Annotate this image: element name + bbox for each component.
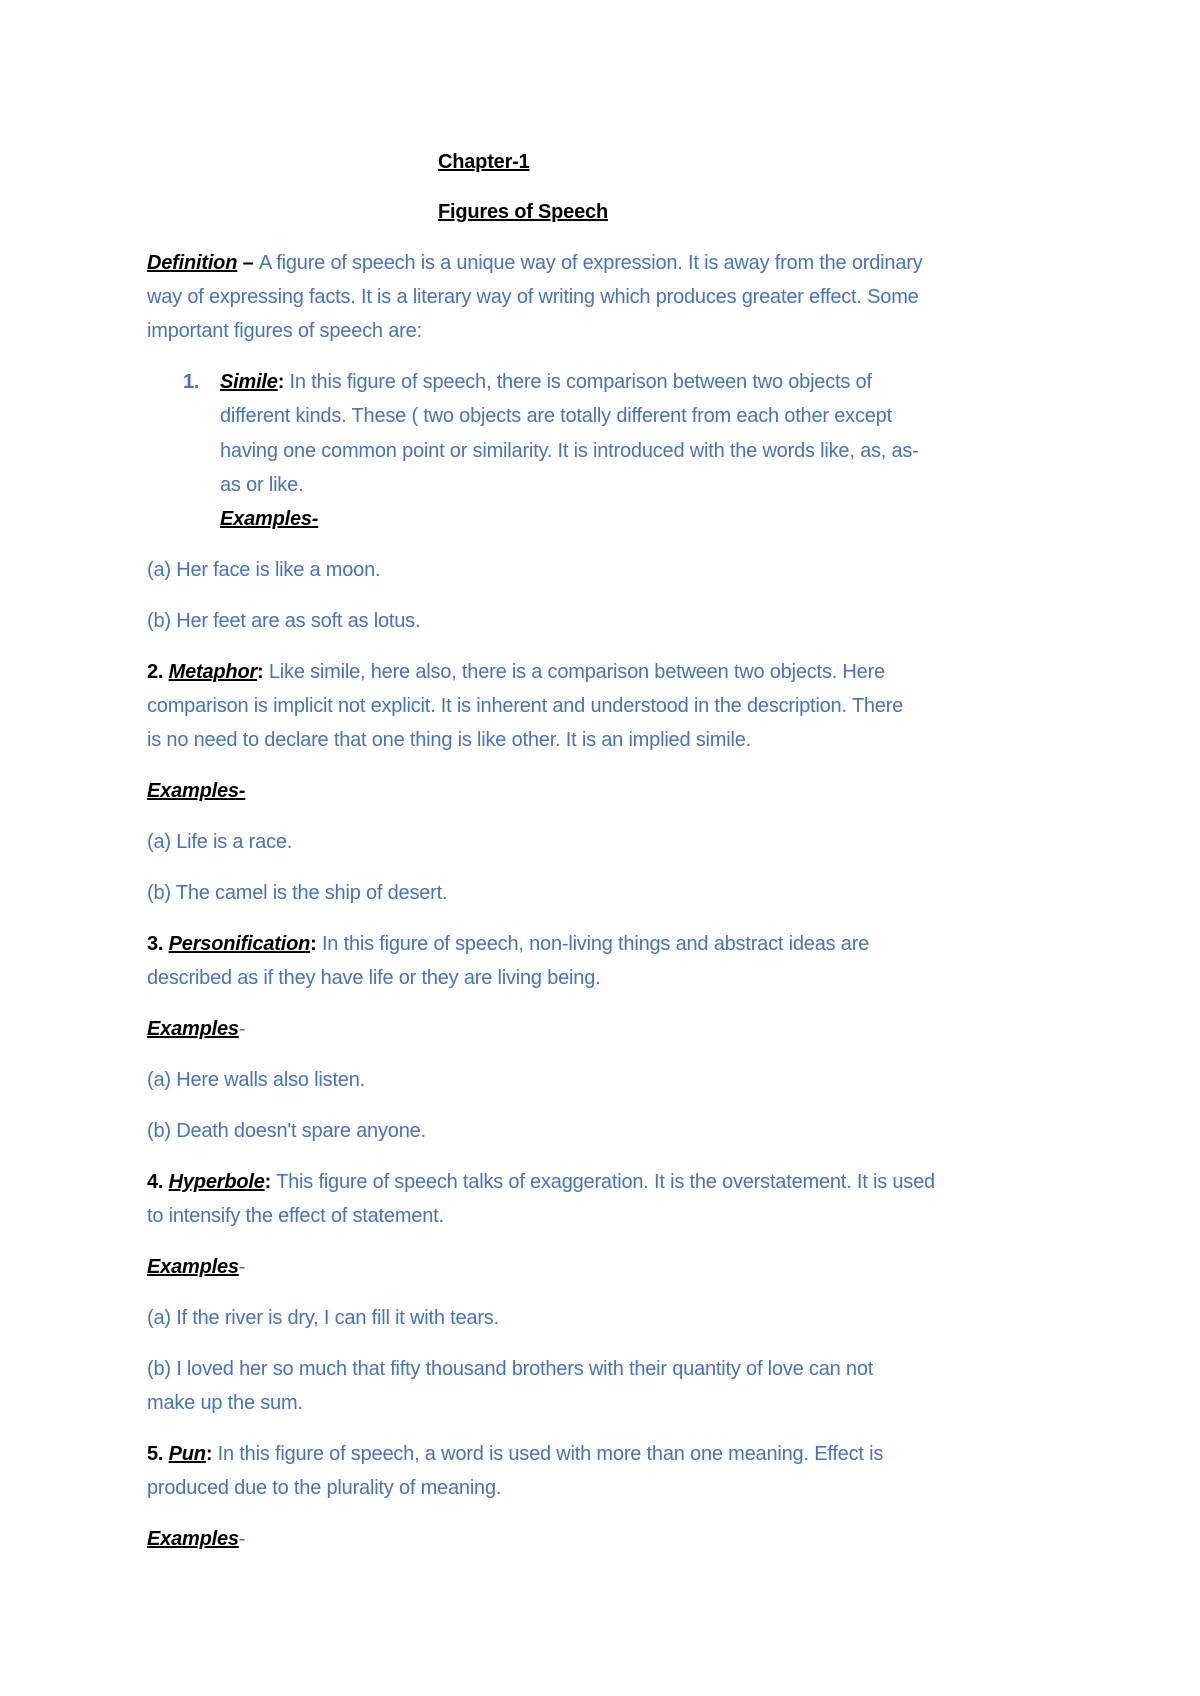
chapter-heading: Chapter-1 — [438, 151, 530, 173]
personification-example-a: (a) Here walls also listen. — [147, 1069, 366, 1091]
personification-term: Personification — [168, 933, 311, 955]
hyperbole-examples-label: Examples- — [147, 1256, 246, 1278]
definition-label: Definition — [147, 252, 238, 274]
metaphor-example-b: (b) The camel is the ship of desert. — [147, 882, 448, 904]
simile-line-1: Simile: In this figure of speech, there is comparison between two objects of — [220, 371, 872, 393]
simile-number: 1. — [183, 371, 200, 393]
simile-example-a: (a) Her face is like a moon. — [147, 559, 381, 581]
pun-examples-label: Examples- — [147, 1528, 246, 1550]
hyperbole-example-b: (b) I loved her so much that fifty thousand brothers with their quantity of love can not — [147, 1358, 874, 1380]
simile-examples-label: Examples- — [220, 508, 319, 530]
metaphor-example-a: (a) Life is a race. — [147, 831, 293, 853]
definition-line-1: Definition – A figure of speech is a unique way of expression. It is away from the ordinary — [147, 252, 923, 274]
pun-term: Pun — [168, 1443, 206, 1465]
hyperbole-example-b-cont: make up the sum. — [147, 1392, 303, 1414]
definition-separator: – — [237, 252, 259, 274]
personification-example-b: (b) Death doesn't spare anyone. — [147, 1120, 426, 1142]
simile-line-2: different kinds. These ( two objects are totally different from each other except — [220, 405, 892, 427]
hyperbole-line-2: to intensify the effect of statement. — [147, 1205, 444, 1227]
simile-line-4: as or like. — [220, 474, 304, 496]
hyperbole-term: Hyperbole — [168, 1171, 265, 1193]
simile-line-3: having one common point or similarity. It is introduced with the words like, as, as- — [220, 440, 919, 462]
personification-line-1: 3. Personification: In this figure of speech, non-living things and abstract ideas are — [147, 933, 870, 955]
pun-line-1: 5. Pun: In this figure of speech, a word is used with more than one meaning. Effect is — [147, 1443, 884, 1465]
personification-line-2: described as if they have life or they are living being. — [147, 967, 601, 989]
metaphor-term: Metaphor — [168, 661, 258, 683]
simile-example-b: (b) Her feet are as soft as lotus. — [147, 610, 421, 632]
definition-line-2: way of expressing facts. It is a literary way of writing which produces greater effect. Some — [147, 286, 919, 308]
metaphor-line-2: comparison is implicit not explicit. It is inherent and understood in the description. There — [147, 695, 904, 717]
pun-line-2: produced due to the plurality of meaning. — [147, 1477, 502, 1499]
metaphor-line-1: 2. Metaphor: Like simile, here also, there is a comparison between two objects. Here — [147, 661, 885, 683]
metaphor-examples-label: Examples- — [147, 780, 246, 802]
hyperbole-line-1: 4. Hyperbole: This figure of speech talks of exaggeration. It is the overstatement. It is used — [147, 1171, 935, 1193]
personification-examples-label: Examples- — [147, 1018, 246, 1040]
metaphor-line-3: is no need to declare that one thing is like other. It is an implied simile. — [147, 729, 752, 751]
simile-term: Simile — [220, 371, 278, 393]
definition-line-3: important figures of speech are: — [147, 320, 422, 342]
page-title: Figures of Speech — [438, 201, 608, 223]
hyperbole-example-a: (a) If the river is dry, I can fill it with tears. — [147, 1307, 499, 1329]
